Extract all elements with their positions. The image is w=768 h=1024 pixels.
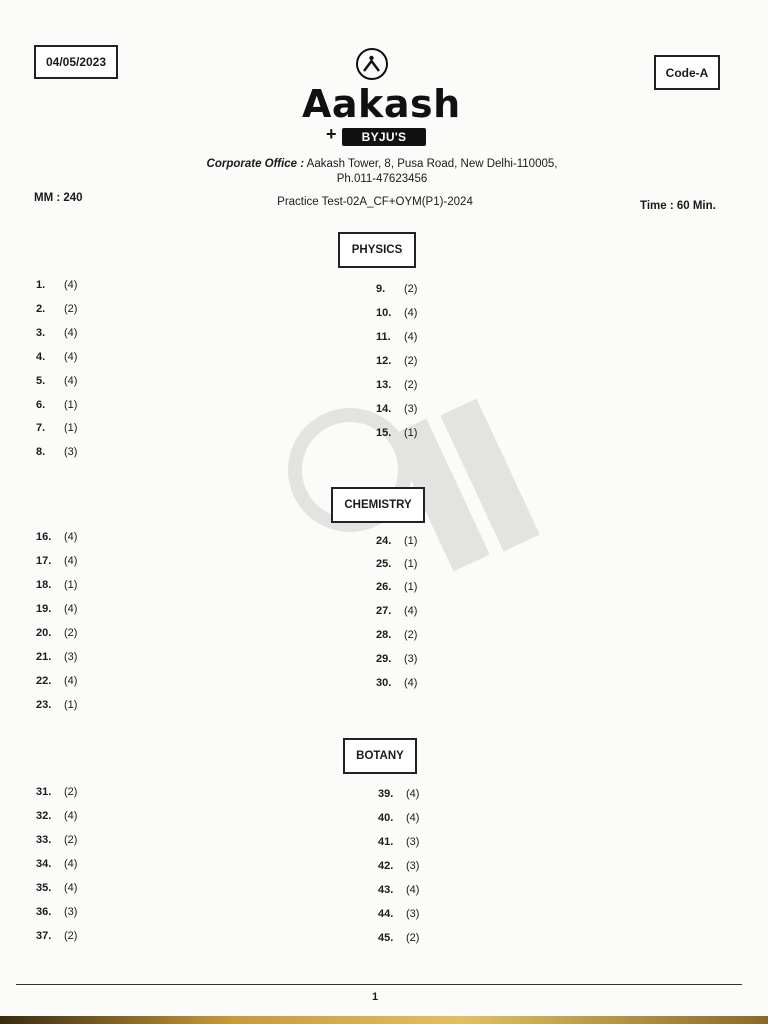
question-number: 24. [376, 535, 392, 547]
answer-option: (4) [406, 884, 420, 896]
answer-item [378, 812, 419, 824]
question-number: 21. [36, 651, 52, 663]
question-number: 10. [376, 307, 392, 319]
question-number: 1. [36, 279, 46, 291]
aakash-logo [300, 48, 460, 148]
answer-item [376, 331, 417, 343]
answer-option: (3) [406, 860, 420, 872]
answer-option: (4) [64, 279, 78, 291]
page-number: 1 [372, 991, 379, 1003]
question-number: 16. [36, 531, 52, 543]
answer-item [36, 906, 77, 918]
answer-item [376, 581, 417, 593]
answer-item [36, 810, 77, 822]
answer-option: (4) [404, 331, 418, 343]
date-text: 04/05/2023 [45, 55, 107, 69]
answer-option: (4) [64, 555, 78, 567]
answer-item [36, 375, 77, 387]
answer-item [36, 651, 77, 663]
question-number: 8. [36, 446, 46, 458]
answer-option: (1) [404, 535, 418, 547]
answer-item [36, 303, 77, 315]
question-number: 13. [376, 379, 392, 391]
answer-item [376, 307, 417, 319]
answer-option: (2) [64, 930, 78, 942]
answer-option: (4) [406, 812, 420, 824]
answer-option: (2) [404, 283, 418, 295]
question-number: 4. [36, 351, 46, 363]
answer-item [36, 279, 77, 291]
answer-option: (2) [64, 786, 78, 798]
question-number: 23. [36, 699, 52, 711]
question-number: 19. [36, 603, 52, 615]
question-number: 22. [36, 675, 52, 687]
question-number: 6. [36, 399, 46, 411]
question-number: 27. [376, 605, 392, 617]
section-heading-botany [343, 738, 417, 774]
question-number: 31. [36, 786, 52, 798]
answer-item [376, 653, 417, 665]
section-title: PHYSICS [351, 244, 403, 256]
time-limit: Time : 60 Min. [640, 200, 716, 212]
answer-item [36, 930, 77, 942]
answer-option: (2) [64, 627, 78, 639]
question-number: 5. [36, 375, 46, 387]
answer-item [378, 884, 419, 896]
section-title: BOTANY [356, 750, 404, 762]
answer-option: (2) [404, 355, 418, 367]
answer-item [376, 605, 417, 617]
answer-item [36, 603, 77, 615]
answer-option: (2) [406, 932, 420, 944]
answer-option: (1) [404, 558, 418, 570]
answer-item [378, 908, 419, 920]
answer-option: (3) [406, 908, 420, 920]
answer-item [376, 558, 417, 570]
answer-item [36, 399, 77, 411]
answer-item [376, 403, 417, 415]
question-number: 11. [376, 331, 391, 343]
question-number: 30. [376, 677, 392, 689]
question-number: 39. [378, 788, 394, 800]
question-number: 45. [378, 932, 394, 944]
answer-item [376, 629, 417, 641]
answer-option: (3) [64, 446, 78, 458]
answer-option: (4) [404, 677, 418, 689]
answer-item [376, 427, 417, 439]
question-number: 34. [36, 858, 52, 870]
answer-option: (3) [406, 836, 420, 848]
answer-item [36, 579, 77, 591]
answer-option: (3) [404, 403, 418, 415]
question-number: 44. [378, 908, 394, 920]
footer-divider [16, 984, 742, 985]
answer-option: (4) [64, 327, 78, 339]
answer-item [36, 858, 77, 870]
corporate-office [192, 157, 572, 187]
answer-item [36, 834, 77, 846]
question-number: 17. [36, 555, 52, 567]
section-heading-physics [338, 232, 416, 268]
answer-item [36, 351, 77, 363]
question-number: 15. [376, 427, 392, 439]
answer-option: (2) [64, 303, 78, 315]
answer-item [36, 627, 77, 639]
office-phone: Ph.011-47623456 [336, 173, 428, 185]
answer-option: (4) [64, 375, 78, 387]
logo-plus: + [326, 124, 337, 144]
office-label: Corporate Office : [206, 158, 305, 170]
answer-option: (1) [64, 399, 78, 411]
question-number: 3. [36, 327, 46, 339]
answer-option: (4) [64, 531, 78, 543]
answer-item [36, 699, 77, 711]
question-number: 33. [36, 834, 52, 846]
answer-option: (1) [404, 581, 418, 593]
section-heading-chemistry [331, 487, 425, 523]
answer-option: (2) [64, 834, 78, 846]
date-box [34, 45, 118, 79]
answer-option: (4) [404, 605, 418, 617]
answer-option: (3) [404, 653, 418, 665]
question-number: 28. [376, 629, 392, 641]
answer-option: (4) [64, 351, 78, 363]
logo-wordmark: Aakash [302, 82, 461, 126]
answer-item [36, 882, 77, 894]
answer-option: (4) [64, 882, 78, 894]
question-number: 41. [378, 836, 394, 848]
question-number: 18. [36, 579, 52, 591]
answer-option: (2) [404, 379, 418, 391]
answer-item [378, 932, 419, 944]
question-number: 9. [376, 283, 386, 295]
answer-option: (3) [64, 651, 78, 663]
answer-option: (1) [64, 579, 78, 591]
max-marks: MM : 240 [34, 192, 83, 204]
answer-option: (4) [64, 603, 78, 615]
question-number: 26. [376, 581, 392, 593]
answer-item [36, 555, 77, 567]
answer-option: (1) [64, 699, 78, 711]
question-number: 43. [378, 884, 394, 896]
question-number: 42. [378, 860, 394, 872]
office-address: Aakash Tower, 8, Pusa Road, New Delhi-110005, [306, 158, 558, 170]
answer-option: (4) [64, 810, 78, 822]
answer-item [376, 283, 417, 295]
question-number: 2. [36, 303, 46, 315]
answer-item [376, 677, 417, 689]
question-number: 40. [378, 812, 394, 824]
code-box [654, 55, 720, 90]
question-number: 14. [376, 403, 392, 415]
question-number: 36. [36, 906, 52, 918]
logo-partner: BYJU'S [342, 128, 426, 146]
answer-option: (4) [64, 858, 78, 870]
answer-item [376, 379, 417, 391]
question-number: 32. [36, 810, 52, 822]
answer-option: (3) [64, 906, 78, 918]
answer-option: (4) [406, 788, 420, 800]
answer-item [378, 860, 419, 872]
question-number: 25. [376, 558, 392, 570]
answer-item [376, 355, 417, 367]
question-number: 7. [36, 422, 46, 434]
answer-item [36, 531, 77, 543]
answer-item [376, 535, 417, 547]
answer-option: (1) [404, 427, 418, 439]
answer-option: (1) [64, 422, 78, 434]
question-number: 37. [36, 930, 52, 942]
answer-option: (2) [404, 629, 418, 641]
question-number: 20. [36, 627, 52, 639]
answer-item [36, 327, 77, 339]
answer-item [36, 422, 77, 434]
code-text: Code-A [665, 65, 709, 80]
question-number: 29. [376, 653, 392, 665]
page-edge-shadow [0, 1016, 768, 1024]
answer-option: (4) [404, 307, 418, 319]
answer-item [36, 675, 77, 687]
answer-item [36, 446, 77, 458]
question-number: 12. [376, 355, 392, 367]
test-name: Practice Test-02A_CF+OYM(P1)-2024 [277, 196, 473, 208]
answer-option: (4) [64, 675, 78, 687]
question-number: 35. [36, 882, 52, 894]
answer-item [36, 786, 77, 798]
answer-item [378, 788, 419, 800]
aakash-logo-icon [356, 48, 388, 80]
section-title: CHEMISTRY [344, 499, 412, 511]
answer-item [378, 836, 419, 848]
